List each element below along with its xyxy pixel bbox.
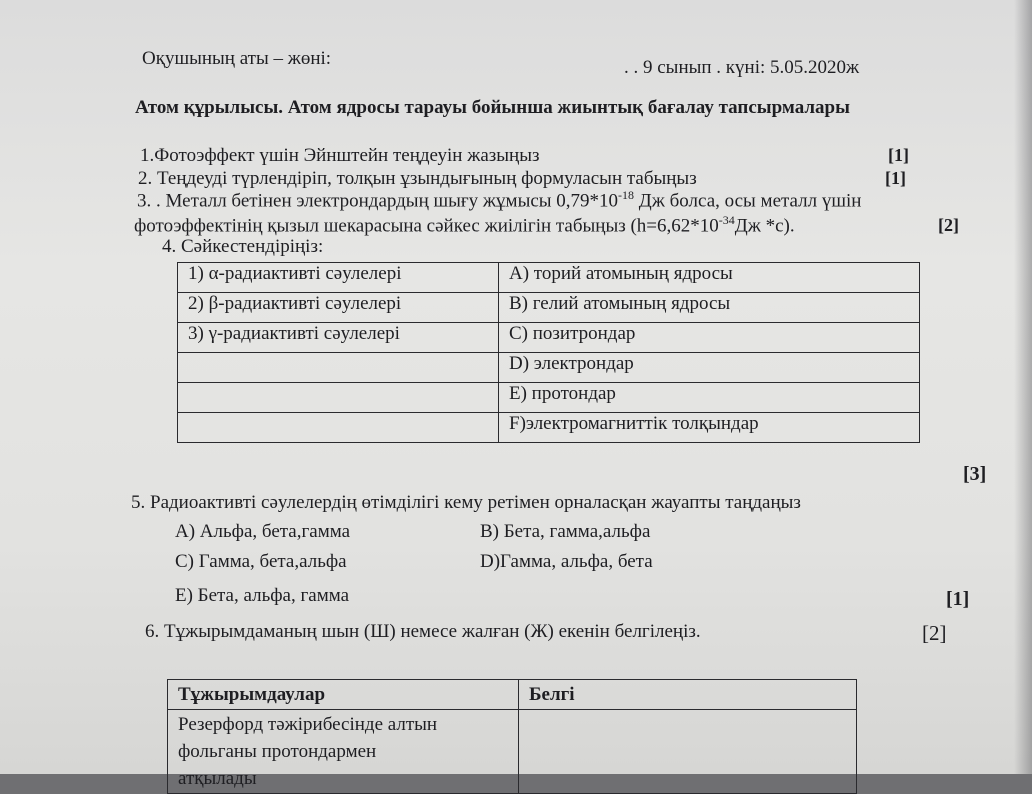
true-false-table	[167, 679, 857, 794]
question-5-mark: [1]	[946, 588, 970, 610]
table-row	[178, 323, 920, 353]
table-row	[178, 293, 920, 323]
class-date-line: . . 9 сынып . күні: 5.05.2020ж	[624, 57, 860, 78]
table-row	[178, 413, 920, 443]
question-2-mark: [1]	[885, 168, 906, 188]
table-row	[178, 383, 920, 413]
question-4: 4. Сәйкестендіріңіз:	[162, 236, 324, 257]
matching-left-cell	[178, 413, 499, 443]
matching-left-cell	[178, 353, 499, 383]
option-a: A) Альфа, бета,гамма	[175, 521, 351, 542]
matching-left-cell	[178, 383, 499, 413]
matching-right-cell: D) электрондар	[499, 353, 920, 383]
table-row	[178, 263, 920, 293]
statement-line: Резерфорд тәжірибесінде алтын	[178, 714, 438, 735]
statement-line: фольганы протондармен	[178, 741, 377, 762]
matching-left-cell: 2) β-радиактивті сәулелері	[178, 293, 499, 323]
question-1: 1.Фотоэффект үшін Эйнштейн теңдеуін жазыңыз	[140, 145, 540, 166]
question-1-mark: [1]	[888, 145, 909, 165]
question-6: 6. Тұжырымдаманың шын (Ш) немесе жалған (Ж) екенін белгілеңіз.	[145, 621, 701, 642]
question-3-line-1: 3. . Металл бетінен электрондардың шығу жұмысы $0,79*10^{-18}$ Дж болса, осы металл үшін	[137, 188, 862, 212]
question-5: 5. Радиоактивті сәулелердің өтімділігі кему ретімен орналасқан жауапты таңдаңыз	[131, 492, 801, 513]
matching-right-cell: E) протондар	[499, 383, 920, 413]
matching-right-cell: A) торий атомының ядросы	[499, 263, 920, 293]
matching-right-cell: C) позитрондар	[499, 323, 920, 353]
table-row	[178, 353, 920, 383]
question-3-line-2: фотоэффектінің қызыл шекарасына сәйкес жиілігін табыңыз ($h=6,62*10^{-34}Дж$ *с).	[134, 213, 795, 237]
statement-line: атқылады	[178, 768, 257, 789]
column-header-mark: Белгі	[519, 680, 857, 710]
table-row	[168, 710, 857, 794]
matching-table	[177, 262, 920, 443]
statement-cell	[168, 710, 519, 794]
page-edge-shadow	[1014, 0, 1032, 774]
matching-left-cell: 3) γ-радиактивті сәулелері	[178, 323, 499, 353]
question-4-mark: [3]	[963, 463, 987, 485]
column-header-statements: Тұжырымдаулар	[168, 680, 519, 710]
matching-left-cell: 1) α-радиактивті сәулелері	[178, 263, 499, 293]
student-name-label: Оқушының аты – жөні:	[142, 48, 332, 69]
question-6-mark: [2]	[922, 621, 947, 645]
answer-cell	[519, 710, 857, 794]
option-d: D)Гамма, альфа, бета	[480, 551, 653, 572]
table-header-row	[168, 680, 857, 710]
option-b: B) Бета, гамма,альфа	[480, 521, 651, 542]
question-2: 2. Теңдеуді түрлендіріп, толқын ұзындығының формуласын табыңыз	[138, 168, 697, 189]
matching-right-cell: B) гелий атомының ядросы	[499, 293, 920, 323]
worksheet-title: Атом құрылысы. Атом ядросы тарауы бойынша жиынтық бағалау тапсырмалары	[135, 97, 850, 118]
option-c: C) Гамма, бета,альфа	[175, 551, 347, 572]
question-3-mark: [2]	[938, 215, 959, 235]
option-e: E) Бета, альфа, гамма	[175, 585, 350, 606]
matching-right-cell: F)электромагниттік толқындар	[499, 413, 920, 443]
